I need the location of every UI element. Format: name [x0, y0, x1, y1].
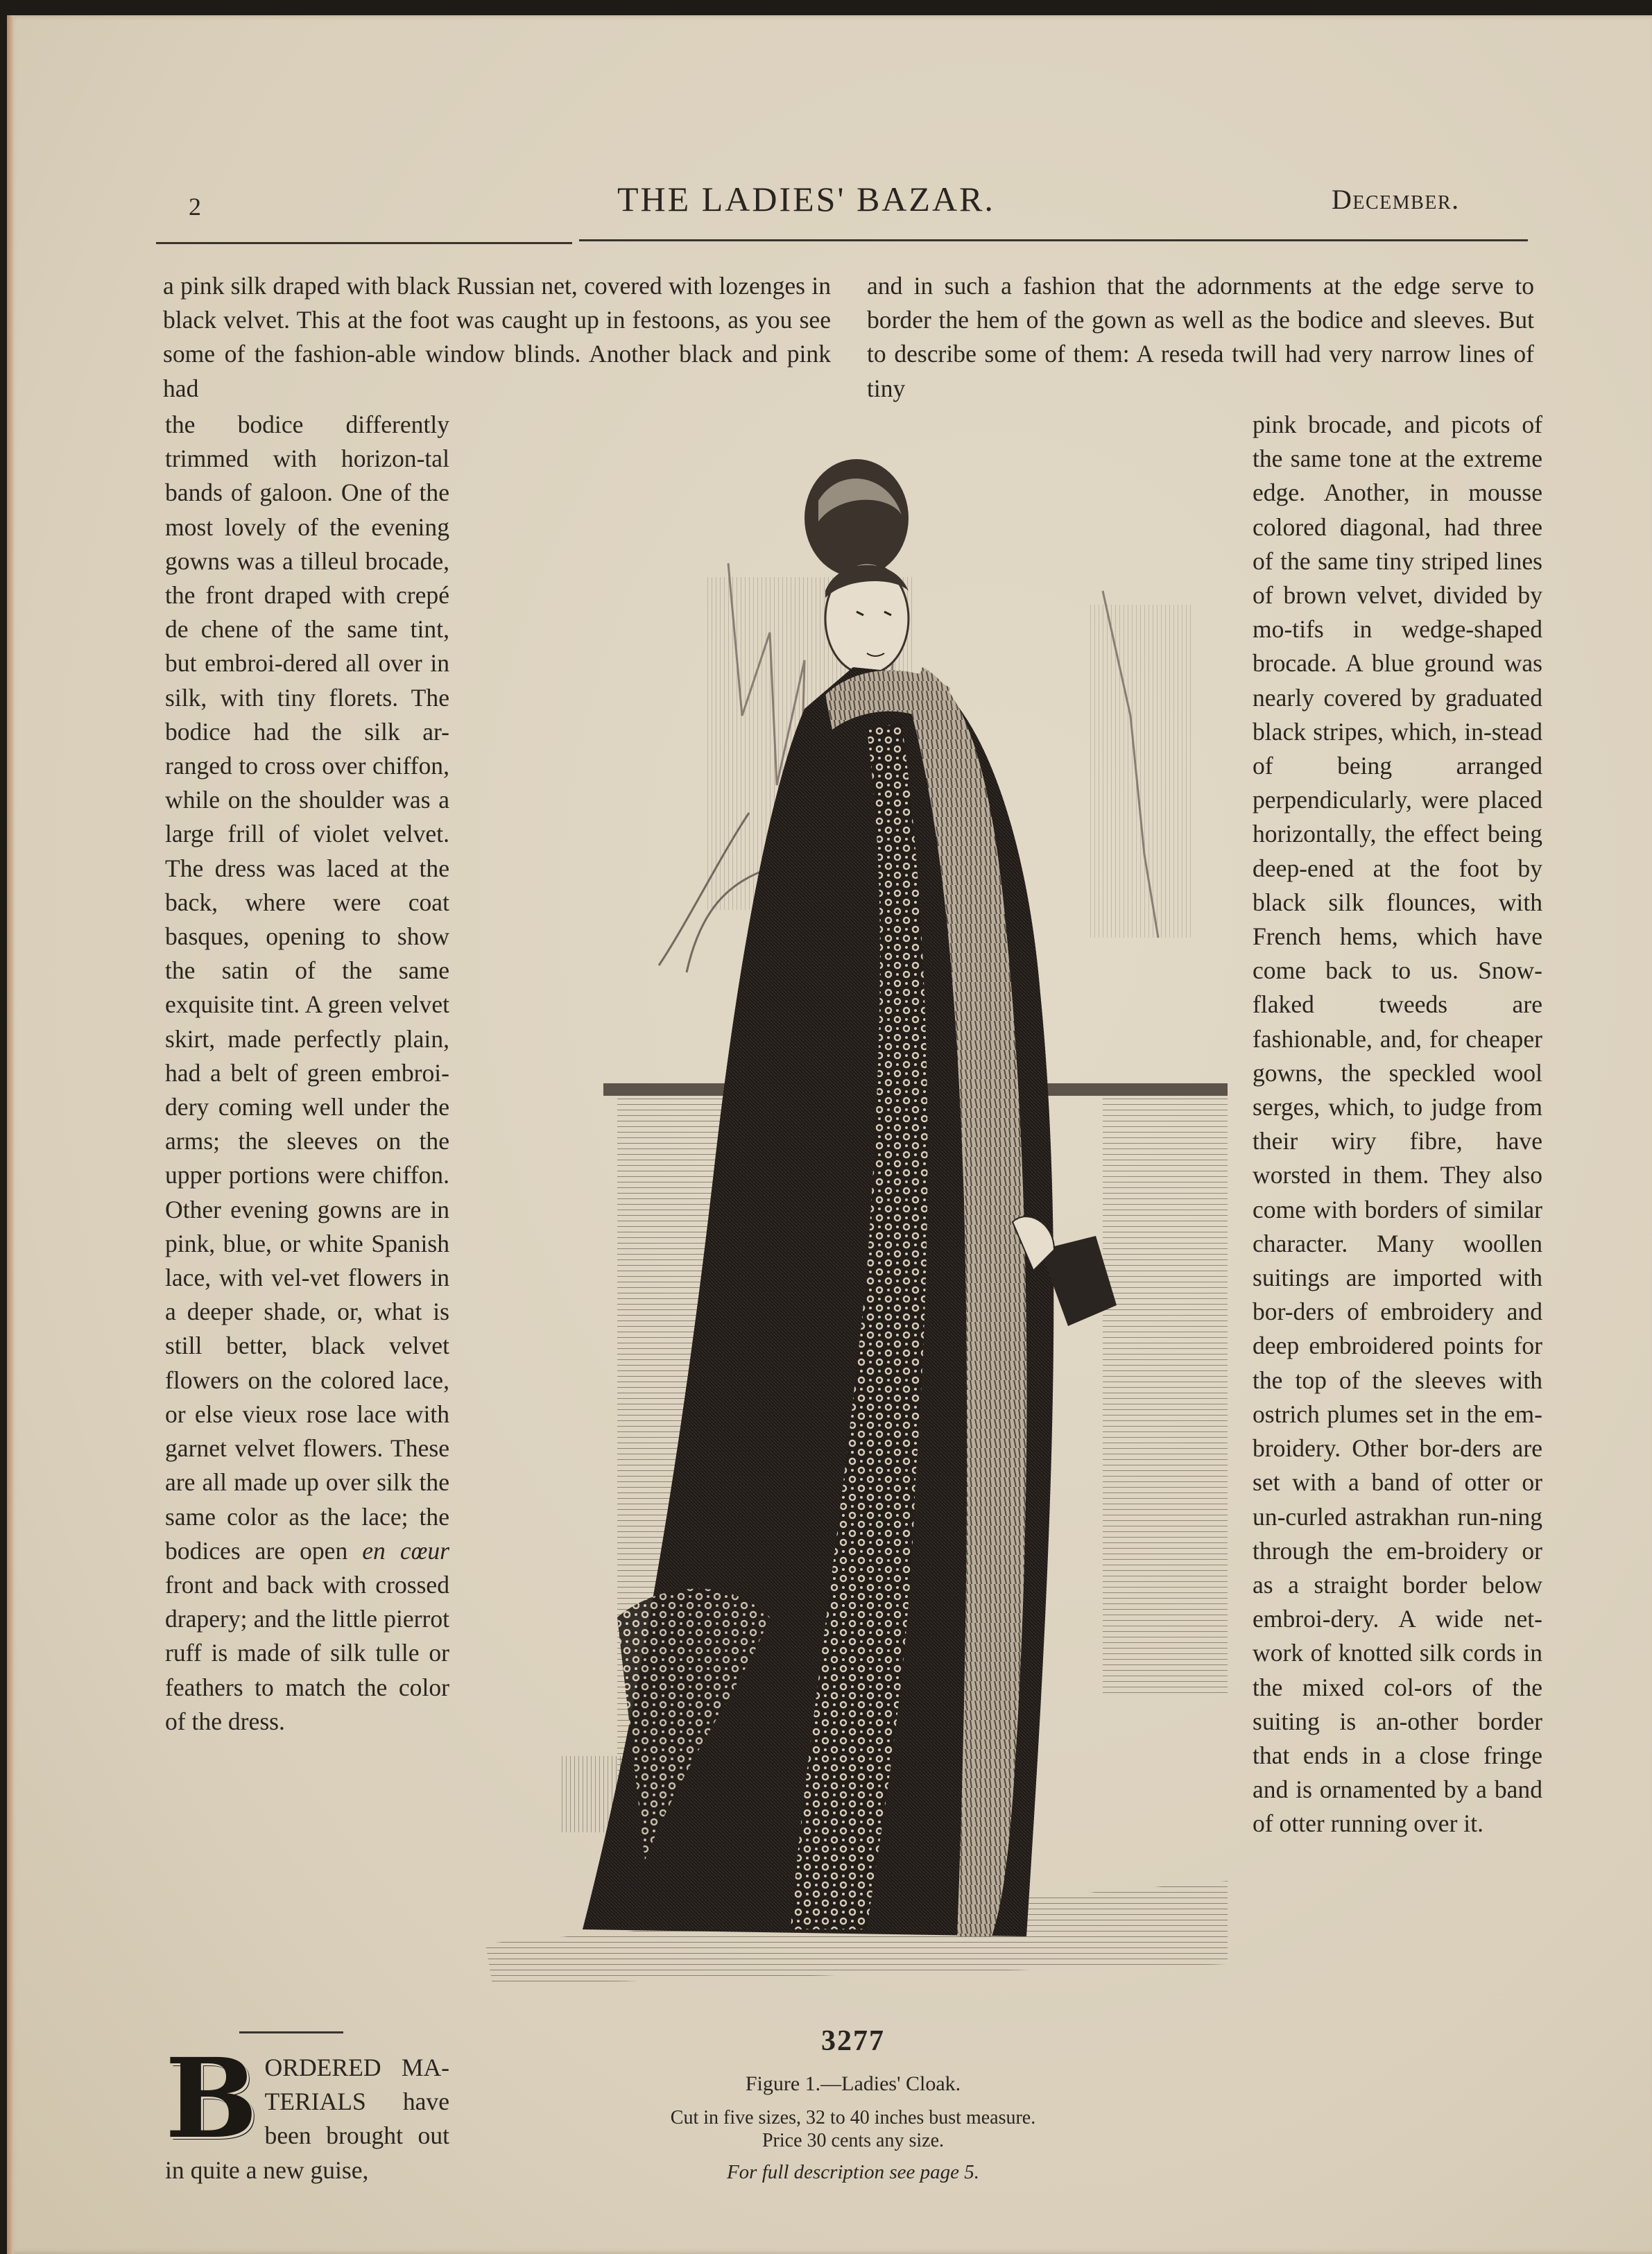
section-bordered-materials — [165, 2035, 449, 2187]
left-column-italic-phrase: en cœur — [362, 1536, 449, 1565]
figure-sizes: Cut in five sizes, 32 to 40 inches bust measure. — [670, 2107, 1036, 2128]
article-text-top-left: a pink silk draped with black Russian net, covered with lozenges in black velvet. This at the foot was caught up in festoons, as you see some of the fashion-able window blinds. Another black and pink had — [163, 272, 831, 402]
article-text-top-right: and in such a fashion that the adornments at the edge serve to border the hem of the gown as well as the bodice and sleeves. But to describe some of them: A reseda twill had very narrow lines of tiny — [867, 272, 1534, 402]
drop-cap-letter: B — [165, 2035, 258, 2163]
figure-reference: For full description see page 5. — [726, 2161, 980, 2183]
cloak-engraving-illustration — [479, 438, 1241, 2033]
article-column-left — [165, 408, 449, 1739]
figure-caption: Figure 1.—Ladies' Cloak. — [745, 2072, 961, 2095]
section-bordered-text: ORDERED MA-TERIALS have been brought out in quite a new guise, — [165, 2054, 449, 2184]
pattern-number: 3277 — [821, 2025, 885, 2057]
left-column-text: the bodice differently trimmed with horizon-tal bands of galoon. One of the most lovely of the evening gowns was a tilleul brocade, the front draped with crepé de chene of the same tint, but embroi-dered all over in silk, with tiny florets. The bodice had the silk ar-ranged to cross over chiffon, while on the shoulder was a large frill of violet velvet. The dress was laced at the back, where were coat basques, opening to show the satin of the same exquisite tint. A green velvet skirt, made perfectly plain, had a belt of green embroi-dery coming well under the arms; the sleeves on the upper portions were chiffon. Other evening gowns are in pink, blue, or white Spanish lace, with vel-vet flowers in a deeper shade, or, what is still better, black velvet flowers on the colored lace, or else vieux rose lace with garnet velvet flowers. These are all made up over silk the same color as the lace; the bodices are open — [165, 411, 449, 1565]
section-divider — [239, 2031, 343, 2033]
left-column-text-end: front and back with crossed drapery; and the little pierrot ruff is made of silk tulle or feathers to match the color of the dress. — [165, 1570, 449, 1735]
issue-month: December. — [1332, 184, 1460, 215]
page-number: 2 — [189, 193, 201, 221]
article-column-right: pink brocade, and picots of the same tone at the extreme edge. Another, in mousse colored diagonal, had three of the same tiny striped lines of brown velvet, divided by mo-tifs in wedge-shaped brocade. A blue ground was nearly covered by graduated black stripes, which, in-stead of being arranged perpendicularly, were placed horizontally, the effect being deep-ened at the foot by black silk flounces, with French hems, which have come back to us. Snow-flaked tweeds are fashionable, and, for cheaper gowns, the speckled wool serges, which, to judge from their wiry fibre, have worsted in them. They also come with borders of similar character. Many woollen suitings are imported with bor-ders of embroidery and deep embroidered points for the top of the sleeves with ostrich plumes set in the em-broidery. Other bor-ders are set with a band of otter or un-curled astrakhan run-ning through the em-broidery or as a straight border below embroi-dery. A wide net-work of knotted silk cords in the mixed col-ors of the suiting is an-other border that ends in a close fringe and is ornamented by a band of otter running over it. — [1253, 411, 1542, 1838]
figure-price: Price 30 cents any size. — [762, 2130, 945, 2151]
header-rule-left — [156, 242, 572, 244]
magazine-page — [7, 15, 1652, 2254]
page-binding-edge — [7, 15, 14, 2254]
publication-title: THE LADIES' BAZAR. — [617, 180, 995, 218]
header-rule-right — [579, 239, 1528, 241]
